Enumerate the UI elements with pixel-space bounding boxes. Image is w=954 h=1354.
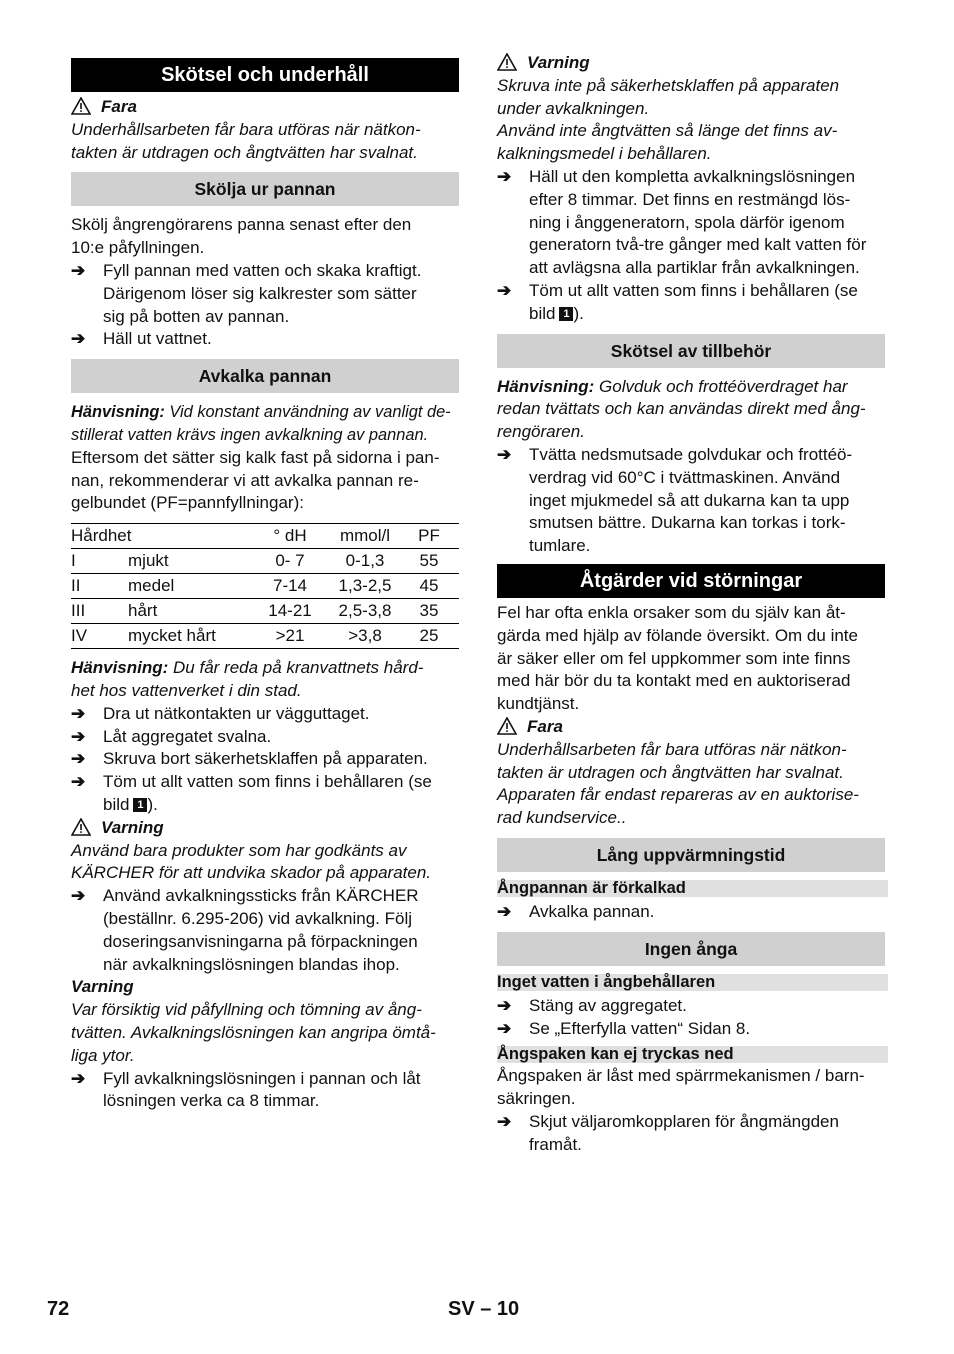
paragraph-line: säkringen. [497, 1089, 576, 1109]
step-line: Häll ut vattnet. [103, 329, 212, 349]
warning-triangle-icon [497, 717, 517, 735]
problem-heading: Inget vatten i ångbehållaren [497, 974, 888, 991]
subsection-heading-descale: Avkalka pannan [71, 359, 459, 393]
step-item [497, 995, 885, 1018]
step-line: efter 8 timmar. Det finns en restmängd lös- [529, 189, 851, 209]
step-line: Skjut väljaromkopplaren för ångmängden [529, 1111, 839, 1131]
paragraph-line: Skölj ångrengörarens panna senast efter den [71, 215, 412, 235]
step-line: Därigenom löser sig kalkrester som sätter [103, 283, 417, 303]
step-line: inget mjukmedel så att dukarna kan ta upp [529, 490, 850, 510]
table-cell: >21 [255, 624, 325, 649]
step-line: framåt. [529, 1134, 582, 1154]
table-cell: 14-21 [255, 599, 325, 624]
section-heading-troubleshooting: Åtgärder vid störningar [497, 564, 885, 598]
right-column [497, 52, 885, 1156]
note-label: Hänvisning: [497, 376, 595, 396]
danger-text-line: takten är utdragen och ångtvätten har svalnat. [497, 762, 844, 782]
table-row [71, 599, 459, 624]
note-label: Hänvisning: [71, 403, 165, 422]
paragraph-line: Fel har ofta enkla orsaker som du själv kan åt- [497, 602, 846, 622]
section-heading-maintenance: Skötsel och underhåll [71, 58, 459, 92]
table-cell: 0- 7 [255, 549, 325, 574]
warning-text-line: liga ytor. [71, 1045, 135, 1065]
danger-text-line: Apparaten får endast repareras av en auktorise- [497, 785, 859, 805]
warning-text-line: tvätten. Avkalkningslösningen kan angripa ömtå- [71, 1022, 436, 1042]
subsection-heading-no-steam: Ingen ånga [497, 932, 885, 966]
note-line: rengöraren. [497, 422, 585, 442]
danger-text-line: Underhållsarbeten får bara utföras när nätkon- [497, 739, 847, 759]
section-page-label: SV – 10 [448, 1298, 520, 1320]
step-item [71, 771, 459, 817]
step-line: Använd avkalkningssticks från KÄRCHER [103, 886, 419, 906]
step-line: Stäng av aggregatet. [529, 995, 687, 1015]
note-text: Du får reda på kranvattnets hård- [173, 658, 424, 678]
step-line: Häll ut den kompletta avkalkningslösningen [529, 166, 856, 186]
step-item [497, 901, 885, 924]
arrow-right-icon: ➔ [497, 1018, 512, 1038]
step-line: Töm ut allt vatten som finns i behållaren (se [529, 280, 858, 300]
table-cell: 45 [405, 574, 459, 599]
table-cell: I [71, 549, 128, 574]
warning-text-line: Var försiktig vid påfyllning och tömning av ång- [71, 1000, 422, 1020]
arrow-right-icon: ➔ [497, 166, 512, 186]
step-line: (beställnr. 6.295-206) vid avkalkning. Följ [103, 908, 412, 928]
step-item [497, 1111, 885, 1157]
arrow-right-icon: ➔ [497, 1111, 512, 1131]
danger-notice [71, 96, 459, 119]
table-row [71, 624, 459, 649]
paragraph-line: kundtjänst. [497, 694, 580, 714]
problem-heading: Ångpannan är förkalkad [497, 880, 888, 897]
step-line: verdrag vid 60°C i tvättmaskinen. Använd [529, 467, 841, 487]
step-item [497, 166, 885, 280]
warning-text-line: kalkningsmedel i behållaren. [497, 144, 712, 164]
warning-notice [497, 52, 885, 75]
table-cell: 2,5-3,8 [325, 599, 405, 624]
note-text: Vid konstant användning av vanligt de- [169, 403, 451, 422]
subsection-heading-accessories: Skötsel av tillbehör [497, 334, 885, 368]
table-cell: >3,8 [325, 624, 405, 649]
table-cell: III [71, 599, 128, 624]
step-item [497, 444, 885, 558]
step-line: Fyll avkalkningslösningen i pannan och låt [103, 1068, 421, 1088]
danger-title: Fara [101, 97, 137, 116]
paragraph-line: är säker eller om fel uppkommer som inte finns [497, 648, 851, 668]
arrow-right-icon: ➔ [71, 726, 86, 746]
note-line: het hos vattenverket i din stad. [71, 680, 302, 700]
step-line: smutsen bättre. Dukarna kan torkas i tork- [529, 513, 846, 533]
arrow-right-icon: ➔ [497, 995, 512, 1015]
step-line: sig på botten av pannan. [103, 306, 290, 326]
step-text: ). [573, 303, 584, 323]
step-line: Se „Efterfylla vatten“ Sidan 8. [529, 1018, 751, 1038]
paragraph-line: nan, rekommenderar vi att avkalka pannan re- [71, 470, 419, 490]
note-label: Hänvisning: [71, 658, 169, 678]
table-cell: 1,3-2,5 [325, 574, 405, 599]
table-cell: 25 [405, 624, 459, 649]
warning-triangle-icon [497, 53, 517, 71]
page-number: 72 [47, 1298, 70, 1320]
step-line: Skruva bort säkerhetsklaffen på apparaten. [103, 749, 428, 769]
table-header-cell: mmol/l [325, 524, 405, 549]
warning-title: Varning [71, 977, 134, 997]
step-item [71, 1068, 459, 1114]
step-item [497, 1018, 885, 1041]
paragraph-line: gelbundet (PF=pannfyllningar): [71, 493, 304, 513]
warning-text-line: Skruva inte på säkerhetsklaffen på apparaten [497, 75, 840, 95]
step-item [71, 726, 459, 749]
hardness-table [71, 523, 459, 649]
danger-title: Fara [527, 716, 563, 736]
step-item [71, 748, 459, 771]
step-line: Töm ut allt vatten som finns i behållaren (se [103, 772, 432, 792]
subsection-heading-long-heating: Lång uppvärmningstid [497, 838, 885, 872]
arrow-right-icon: ➔ [71, 329, 86, 349]
step-line: Tvätta nedsmutsade golvdukar och frottéö- [529, 444, 853, 464]
step-line: lösningen verka ca 8 timmar. [103, 1091, 320, 1111]
step-text: ). [147, 794, 158, 814]
note-text: Golvduk och frottéöverdraget har [599, 376, 848, 396]
step-line: Dra ut nätkontakten ur vägguttaget. [103, 703, 370, 723]
paragraph-line: Eftersom det sätter sig kalk fast på sidorna i pan- [71, 447, 440, 467]
table-header-row [71, 524, 459, 549]
danger-text-line: takten är utdragen och ångtvätten har svalnat. [71, 142, 418, 162]
table-header-cell: Hårdhet [71, 524, 255, 549]
paragraph-line: gärda med hjälp av fölande översikt. Om du inte [497, 625, 858, 645]
arrow-right-icon: ➔ [71, 749, 86, 769]
note-line [497, 376, 885, 399]
step-line: Avkalka pannan. [529, 901, 655, 921]
warning-title: Varning [101, 817, 164, 837]
arrow-right-icon: ➔ [71, 1068, 86, 1088]
step-text: bild [529, 303, 556, 323]
table-cell: 7-14 [255, 574, 325, 599]
danger-text-line: Underhållsarbeten får bara utföras när nätkon- [71, 119, 421, 139]
table-cell: 0-1,3 [325, 549, 405, 574]
step-item [497, 280, 885, 326]
warning-notice [71, 817, 459, 840]
warning-triangle-icon [71, 97, 91, 115]
step-line: Låt aggregatet svalna. [103, 726, 272, 746]
step-item [71, 885, 459, 976]
subsection-heading-rinse: Skölja ur pannan [71, 172, 459, 206]
paragraph-line: 10:e påfyllningen. [71, 238, 205, 258]
table-cell: hårt [128, 599, 255, 624]
warning-text-line: Använd bara produkter som har godkänts av [71, 840, 407, 860]
warning-text-line: Använd inte ångtvätten så länge det finns av- [497, 121, 838, 141]
step-line: Fyll pannan med vatten och skaka kraftigt. [103, 260, 422, 280]
step-text: bild [103, 794, 130, 814]
table-cell: IV [71, 624, 128, 649]
note-line: redan tvättats och kan användas direkt med ång- [497, 399, 866, 419]
step-line [103, 794, 459, 817]
step-line: när avkalkningslösningen blandas ihop. [103, 954, 400, 974]
step-item [71, 328, 459, 351]
warning-text-line: KÄRCHER för att undvika skador på apparaten. [71, 863, 432, 883]
table-row [71, 549, 459, 574]
table-header-cell: ° dH [255, 524, 325, 549]
paragraph-line: Ångspaken är låst med spärrmekanismen / barn- [497, 1066, 865, 1086]
note-line [71, 657, 459, 680]
step-line: ning i ånggeneratorn, spola därför igenom [529, 212, 845, 232]
paragraph-line: med här bör du ta kontakt med en auktoriserad [497, 671, 851, 691]
step-line [529, 303, 885, 326]
table-row [71, 574, 459, 599]
table-cell: 55 [405, 549, 459, 574]
step-line: generatorn två-tre gånger med kalt vatten för [529, 235, 867, 255]
arrow-right-icon: ➔ [71, 260, 86, 280]
step-line: tumlare. [529, 536, 591, 556]
step-item [71, 703, 459, 726]
arrow-right-icon: ➔ [497, 444, 512, 464]
image-reference-badge: 1 [559, 307, 573, 321]
table-cell: mjukt [128, 549, 255, 574]
warning-title: Varning [527, 53, 590, 72]
arrow-right-icon: ➔ [497, 901, 512, 921]
arrow-right-icon: ➔ [71, 703, 86, 723]
step-line: att avlägsna alla partiklar från avkalkningen. [529, 258, 860, 278]
image-reference-badge: 1 [133, 798, 147, 812]
arrow-right-icon: ➔ [497, 280, 512, 300]
danger-text-line: rad kundservice.. [497, 808, 627, 828]
note-line: stillerat vatten krävs ingen avkalkning av pannan. [71, 425, 429, 444]
problem-heading: Ångspaken kan ej tryckas ned [497, 1046, 888, 1063]
table-cell: 35 [405, 599, 459, 624]
note-line [71, 401, 459, 424]
arrow-right-icon: ➔ [71, 772, 86, 792]
table-header-cell: PF [405, 524, 459, 549]
table-cell: II [71, 574, 128, 599]
danger-notice [497, 716, 885, 739]
arrow-right-icon: ➔ [71, 886, 86, 906]
warning-triangle-icon [71, 818, 91, 836]
step-line: doseringsanvisningarna på förpackningen [103, 931, 418, 951]
step-item [71, 260, 459, 328]
table-cell: medel [128, 574, 255, 599]
table-cell: mycket hårt [128, 624, 255, 649]
warning-text-line: under avkalkningen. [497, 98, 650, 118]
left-column [71, 52, 459, 1113]
